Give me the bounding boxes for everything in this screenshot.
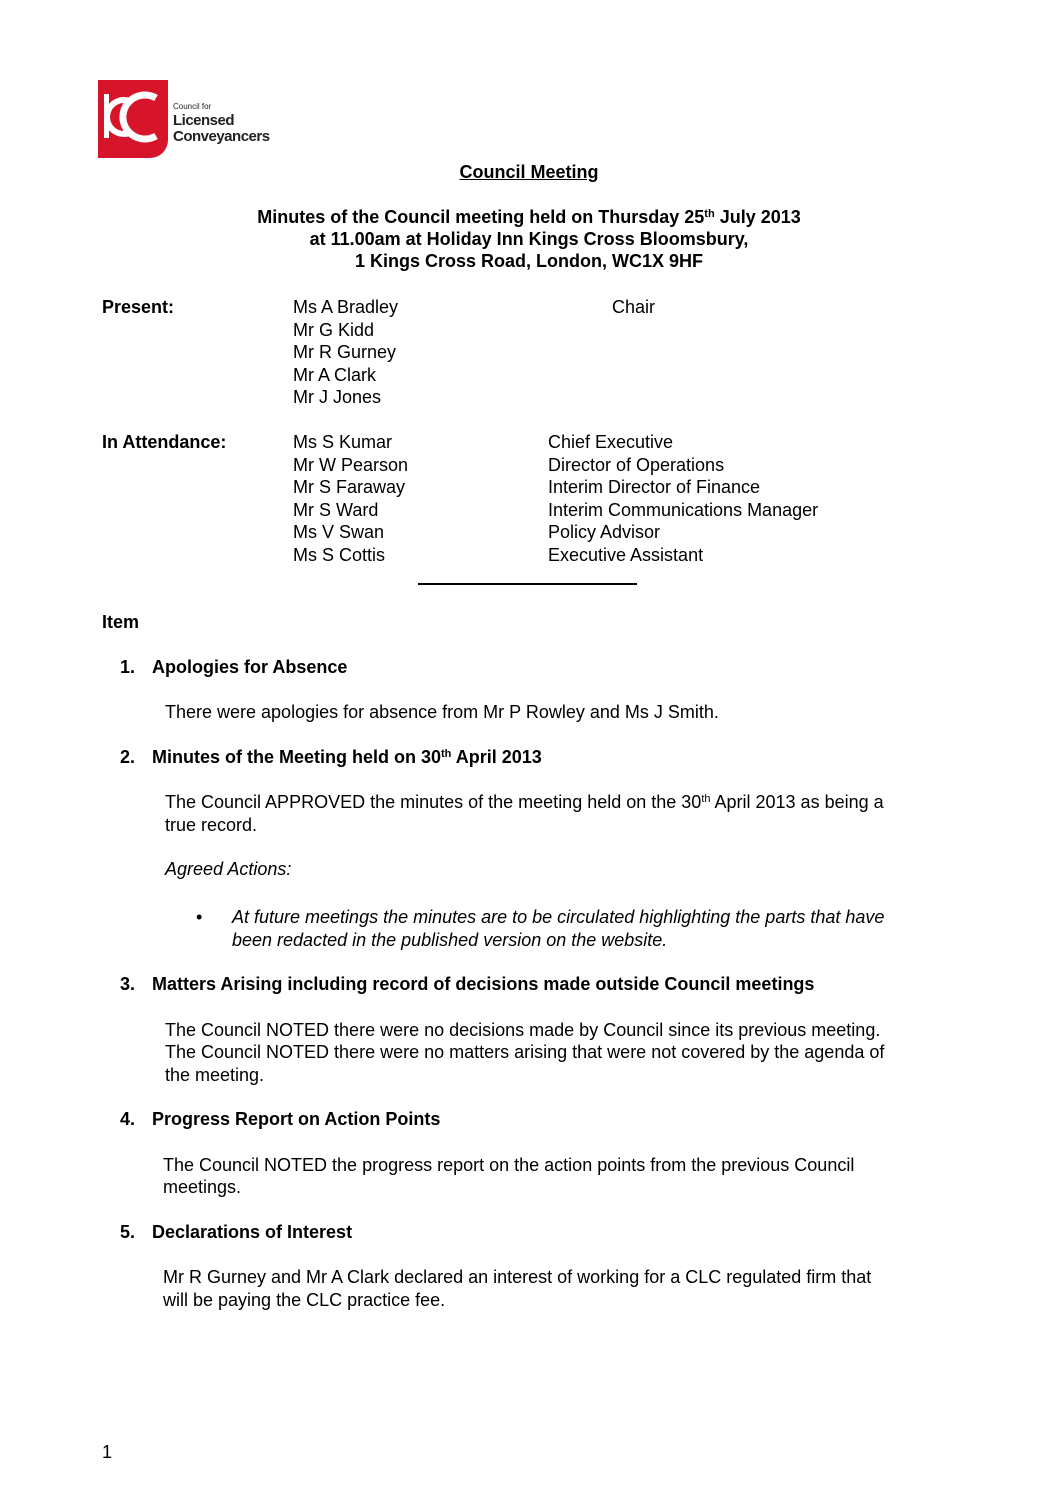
- item-number: 1.: [120, 657, 136, 677]
- date-line-year: July 2013: [714, 207, 801, 227]
- meeting-venue-line: at 11.00am at Holiday Inn Kings Cross Bloomsbury,: [309, 229, 749, 249]
- logo-mark: [98, 80, 168, 158]
- action-line: At future meetings the minutes are to be circulated highlighting the parts that have: [232, 907, 885, 927]
- item-body-line: will be paying the CLC practice fee.: [163, 1290, 446, 1310]
- attendee-name: Ms S Cottis: [293, 545, 386, 565]
- attendee-role: Interim Director of Finance: [548, 477, 761, 497]
- present-name: Mr R Gurney: [293, 342, 397, 362]
- attendee-role: Executive Assistant: [548, 545, 704, 565]
- item-body-line: the meeting.: [165, 1065, 265, 1085]
- item-title-date: April 2013: [451, 747, 542, 767]
- item-title: Matters Arising including record of decisions made outside Council meetings: [152, 974, 815, 994]
- item-body-line: Mr R Gurney and Mr A Clark declared an interest of working for a CLC regulated firm that: [163, 1267, 872, 1287]
- item-number: 5.: [120, 1222, 136, 1242]
- meeting-address-line: 1 Kings Cross Road, London, WC1X 9HF: [354, 251, 704, 271]
- logo-mark-graphic: [98, 80, 168, 158]
- item-body-line: The Council NOTED there were no matters arising that were not covered by the agenda of: [165, 1042, 885, 1062]
- body-text-end: April 2013 as being a: [710, 792, 884, 812]
- logo-small-line: Council for: [173, 102, 212, 111]
- present-name: Mr G Kidd: [293, 320, 375, 340]
- section-divider: [418, 583, 637, 585]
- attendance-label: In Attendance:: [102, 432, 227, 452]
- item-title-sup: th: [441, 748, 452, 760]
- date-line-sup: th: [704, 208, 715, 220]
- item-number: 4.: [120, 1109, 136, 1129]
- attendee-name: Mr S Faraway: [293, 477, 406, 497]
- attendee-name: Ms S Kumar: [293, 432, 393, 452]
- action-line: been redacted in the published version on the website.: [232, 930, 668, 950]
- attendee-role: Policy Advisor: [548, 522, 661, 542]
- agreed-actions-label: Agreed Actions:: [165, 859, 292, 879]
- attendee-role: Chief Executive: [548, 432, 674, 452]
- item-body: There were apologies for absence from Mr P Rowley and Ms J Smith.: [165, 702, 719, 722]
- item-title: Declarations of Interest: [152, 1222, 353, 1242]
- logo-line-1: Licensed: [173, 112, 235, 129]
- present-name: Mr J Jones: [293, 387, 382, 407]
- item-body-line: [165, 792, 884, 813]
- item-title: [152, 747, 542, 768]
- item-title: Apologies for Absence: [152, 657, 348, 677]
- document-title: Council Meeting: [459, 162, 599, 182]
- logo-line-2: Conveyancers: [173, 128, 270, 145]
- attendee-name: Ms V Swan: [293, 522, 385, 542]
- item-number: 2.: [120, 747, 136, 767]
- present-label: Present:: [102, 297, 175, 317]
- attendee-name: Mr W Pearson: [293, 455, 409, 475]
- attendee-role: Director of Operations: [548, 455, 725, 475]
- page-number: 1: [102, 1442, 113, 1462]
- body-text: The Council APPROVED the minutes of the meeting held on the 30: [165, 792, 702, 812]
- item-title: Progress Report on Action Points: [152, 1109, 441, 1129]
- item-body-line: The Council NOTED there were no decisions made by Council since its previous meeting.: [165, 1020, 881, 1040]
- body-sup: th: [701, 793, 711, 805]
- present-name: Mr A Clark: [293, 365, 377, 385]
- clc-logo: [98, 80, 288, 160]
- meeting-date-line: [0, 207, 1058, 228]
- item-body-line: The Council NOTED the progress report on the action points from the previous Council: [163, 1155, 855, 1175]
- present-role: Chair: [612, 297, 656, 317]
- date-line-text: Minutes of the Council meeting held on Thursday 25: [257, 207, 705, 227]
- present-name: Ms A Bradley: [293, 297, 399, 317]
- attendee-role: Interim Communications Manager: [548, 500, 819, 520]
- item-heading: Item: [102, 612, 140, 632]
- item-body-line: true record.: [165, 815, 258, 835]
- item-number: 3.: [120, 974, 136, 994]
- item-title-text: Minutes of the Meeting held on 30: [152, 747, 442, 767]
- item-body-line: meetings.: [163, 1177, 242, 1197]
- attendee-name: Mr S Ward: [293, 500, 379, 520]
- bullet-icon: •: [196, 907, 203, 927]
